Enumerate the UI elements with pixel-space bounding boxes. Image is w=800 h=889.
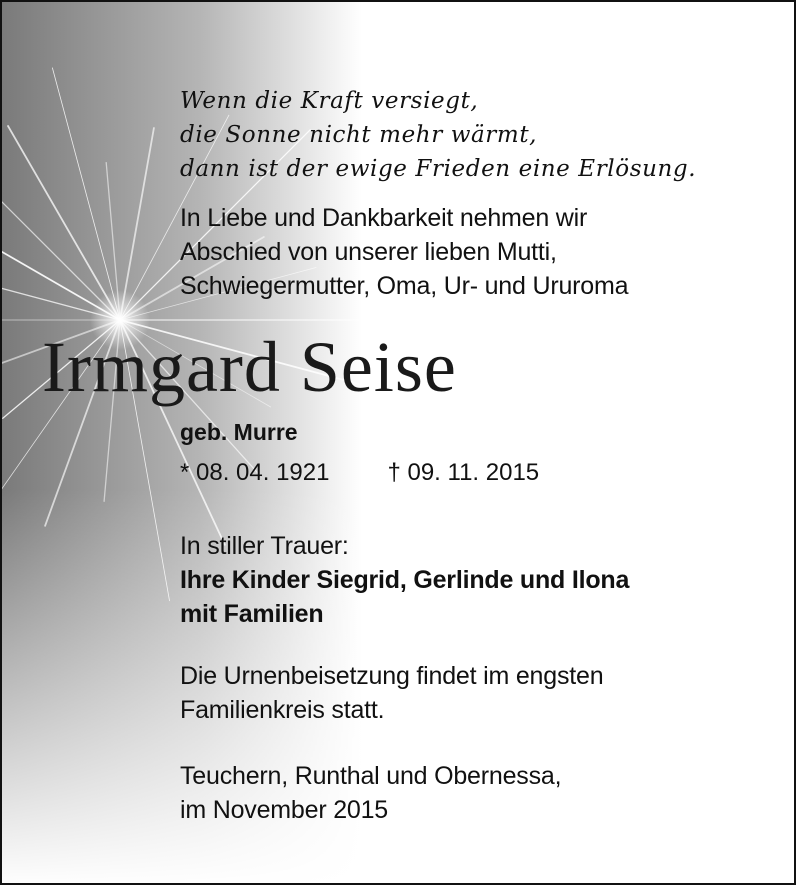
mourners bbox=[180, 529, 629, 631]
intro-line: Schwiegermutter, Oma, Ur- und Ururoma bbox=[180, 272, 629, 300]
place-and-date bbox=[180, 759, 561, 827]
poem-line: dann ist der ewige Frieden eine Erlösung. bbox=[180, 156, 697, 182]
life-dates bbox=[180, 458, 539, 488]
mourning-heading: In stiller Trauer: bbox=[180, 532, 349, 560]
birth-name: geb. Murre bbox=[180, 419, 298, 445]
death-date: † 09. 11. 2015 bbox=[387, 459, 540, 486]
closing-line: im November 2015 bbox=[180, 796, 389, 824]
poem-line: die Sonne nicht mehr wärmt, bbox=[180, 122, 538, 148]
poem bbox=[180, 84, 696, 186]
closing-line: Teuchern, Runthal und Obernessa, bbox=[180, 762, 562, 790]
mourner-line: mit Familien bbox=[180, 600, 324, 628]
funeral-line: Die Urnenbeisetzung findet im engsten bbox=[180, 662, 604, 690]
intro-line: In Liebe und Dankbarkeit nehmen wir bbox=[180, 204, 588, 232]
poem-line: Wenn die Kraft versiegt, bbox=[180, 88, 479, 114]
mourner-line: Ihre Kinder Siegrid, Gerlinde und Ilona bbox=[180, 566, 630, 594]
birth-date: * 08. 04. 1921 bbox=[180, 459, 330, 486]
deceased-name: Irmgard Seise bbox=[42, 327, 457, 407]
intro-line: Abschied von unserer lieben Mutti, bbox=[180, 238, 557, 266]
intro-text bbox=[180, 201, 628, 303]
funeral-notice bbox=[180, 659, 603, 727]
funeral-line: Familienkreis statt. bbox=[180, 696, 385, 724]
